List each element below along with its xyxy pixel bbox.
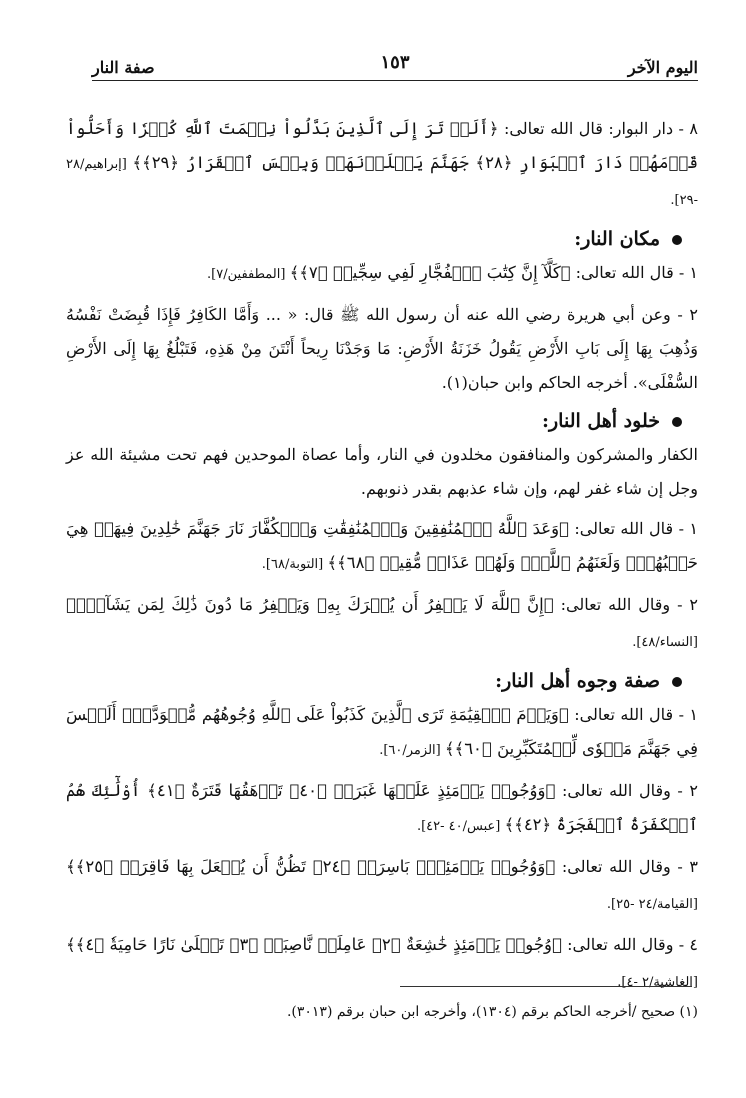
paragraph-intro: ٢ - وقال الله تعالى: <box>555 781 698 800</box>
paragraph-intro: ٨ - دار البوار: قال الله تعالى: <box>498 119 699 138</box>
paragraph-intro: ١ - قال الله تعالى: <box>568 519 699 538</box>
paragraph-intro: ١ - قال الله تعالى: <box>570 263 698 282</box>
running-header <box>92 52 698 82</box>
verse-reference: [الغاشية/٢ -٤]. <box>617 975 698 990</box>
paragraph-intro: ٢ - وقال الله تعالى: <box>553 595 698 614</box>
paragraph-intro: ١ - قال الله تعالى: <box>568 705 699 724</box>
quran-verse: ﴿أَلَمۡ تَرَ إِلَى ٱلَّذِينَ بَدَّلُواْ نِعۡمَتَ ٱللَّهِ كُفۡرٗا وَأَحَلُّواْ قَوۡمَهُمۡ دَارَ ٱلۡبَوَارِ ﴿٢٨﴾ جَهَنَّمَ يَصۡلَوۡنَهَاۖ وَبِئۡسَ ٱلۡقَرَارُ ﴿٢٩﴾﴾ <box>66 119 698 172</box>
heading-text: خلود أهل النار: <box>541 410 660 432</box>
paragraph <box>66 298 698 400</box>
paragraph-text: الكفار والمشركون والمنافقون مخلدون في النار، وأما عصاة الموحدين فهم تحت مشيئة الله عز وجل إن شاء غفر لهم، وإن شاء عذبهم بقدر ذنوبهم. <box>66 445 698 498</box>
bullet-icon <box>672 417 682 427</box>
paragraph <box>66 438 698 506</box>
paragraph <box>66 928 698 1000</box>
paragraph <box>66 774 698 844</box>
section-title: صفة النار <box>92 58 155 77</box>
page-body <box>66 112 698 1006</box>
section-heading <box>66 228 698 250</box>
verse-reference: [المطففين/٧]. <box>207 267 290 282</box>
quran-verse: ﴿وَوُجُوهٞ يَوۡمَئِذِۭ بَاسِرَةٞ ﴿٢٤﴾ تَظُنُّ أَن يُفۡعَلَ بِهَا فَاقِرَةٞ ﴿٢٥﴾﴾ <box>66 857 556 876</box>
verse-reference: [التوبة/٦٨]. <box>261 557 328 572</box>
section-heading <box>66 410 698 432</box>
paragraph <box>66 588 698 660</box>
quran-verse: ﴿إِنَّ ٱللَّهَ لَا يَغۡفِرُ أَن يُشۡرَكَ بِهِۦ وَيَغۡفِرُ مَا دُونَ ذَٰلِكَ لِمَن يَشَآءُۚ﴾ <box>66 595 554 614</box>
quran-verse: ﴿وَيَوۡمَ ٱلۡقِيَٰمَةِ تَرَى ٱلَّذِينَ كَذَبُواْ عَلَى ٱللَّهِ وُجُوهُهُم مُّسۡوَدَّةٌۚ أَلَيۡسَ فِي جَهَنَّمَ مَثۡوٗى لِّلۡمُتَكَبِّرِينَ ﴿٦٠﴾﴾ <box>66 705 698 758</box>
quran-verse: ﴿وُجُوهٞ يَوۡمَئِذٍ خَٰشِعَةٌ ﴿٢﴾ عَامِلَةٞ نَّاصِبَةٞ ﴿٣﴾ تَصۡلَىٰ نَارًا حَامِيَةٗ ﴿٤﴾﴾ <box>66 935 562 954</box>
verse-reference: [النساء/٤٨]. <box>632 635 698 650</box>
book-title: اليوم الآخر <box>627 58 698 77</box>
footnote: (١) صحيح /أخرجه الحاكم برقم (١٣٠٤)، وأخرجه ابن حبان برقم (٣٠١٣). <box>286 1004 698 1020</box>
header-rule <box>92 80 698 81</box>
verse-reference: [إبراهيم/٢٨ -٢٩]. <box>66 157 698 208</box>
paragraph <box>66 512 698 582</box>
paragraph <box>66 850 698 922</box>
section-heading <box>66 670 698 692</box>
quran-verse: ﴿وَعَدَ ٱللَّهُ ٱلۡمُنَٰفِقِينَ وَٱلۡمُنَٰفِقَٰتِ وَٱلۡكُفَّارَ نَارَ جَهَنَّمَ خَٰلِدِينَ فِيهَاۚ هِيَ حَسۡبُهُمۡۚ وَلَعَنَهُمُ ٱللَّهُۖ وَلَهُمۡ عَذَابٞ مُّقِيمٞ ﴿٦٨﴾﴾ <box>66 519 698 572</box>
paragraph <box>66 698 698 768</box>
paragraph-intro: ٣ - وقال الله تعالى: <box>555 857 698 876</box>
verse-reference: [الزمر/٦٠]. <box>379 743 445 758</box>
heading-text: مكان النار: <box>574 228 660 250</box>
footnote-rule <box>400 986 692 987</box>
paragraph-intro: ٤ - وقال الله تعالى: <box>561 935 698 954</box>
paragraph <box>66 112 698 218</box>
heading-text: صفة وجوه أهل النار: <box>495 670 660 692</box>
page-number: ١٥٣ <box>380 52 410 73</box>
quran-verse: ﴿وَوُجُوهٞ يَوۡمَئِذٍ عَلَيۡهَا غَبَرَةٞ ﴿٤٠﴾ تَرۡهَقُهَا قَتَرَةٌ ﴿٤١﴾ أُوْلَٰٓئِكَ هُمُ ٱلۡكَفَرَةُ ٱلۡفَجَرَةُ ﴿٤٢﴾﴾ <box>66 781 698 834</box>
paragraph <box>66 256 698 292</box>
verse-reference: [القيامة/٢٤ -٢٥]. <box>606 897 698 912</box>
verse-reference: [عبس/٤٠ -٤٢]. <box>416 819 505 834</box>
quran-verse: ﴿كَلَّآ إِنَّ كِتَٰبَ ٱلۡفُجَّارِ لَفِي سِجِّينٖ ﴿٧﴾﴾ <box>289 263 571 282</box>
bullet-icon <box>672 235 682 245</box>
hadith-text: ٢ - وعن أبي هريرة رضي الله عنه أن رسول الله ﷺ قال: « ... وَأَمَّا الكَافِرُ فَإِذَا قُبِضَتْ نَفْسُهُ وَذُهِبَ بِهَا إِلَى بَابِ الأَرْضِ يَقُولُ خَزَنَةُ الأَرْضِ: مَا وَجَدْنَا رِيحاً أَنْتَنَ مِنْ هَذِهِ، فَتَبْلُغُ بِهَا إِلَى الأَرْضِ السُّفْلَى». أخرجه الحاكم وابن حبان(١). <box>66 305 698 392</box>
bullet-icon <box>672 677 682 687</box>
